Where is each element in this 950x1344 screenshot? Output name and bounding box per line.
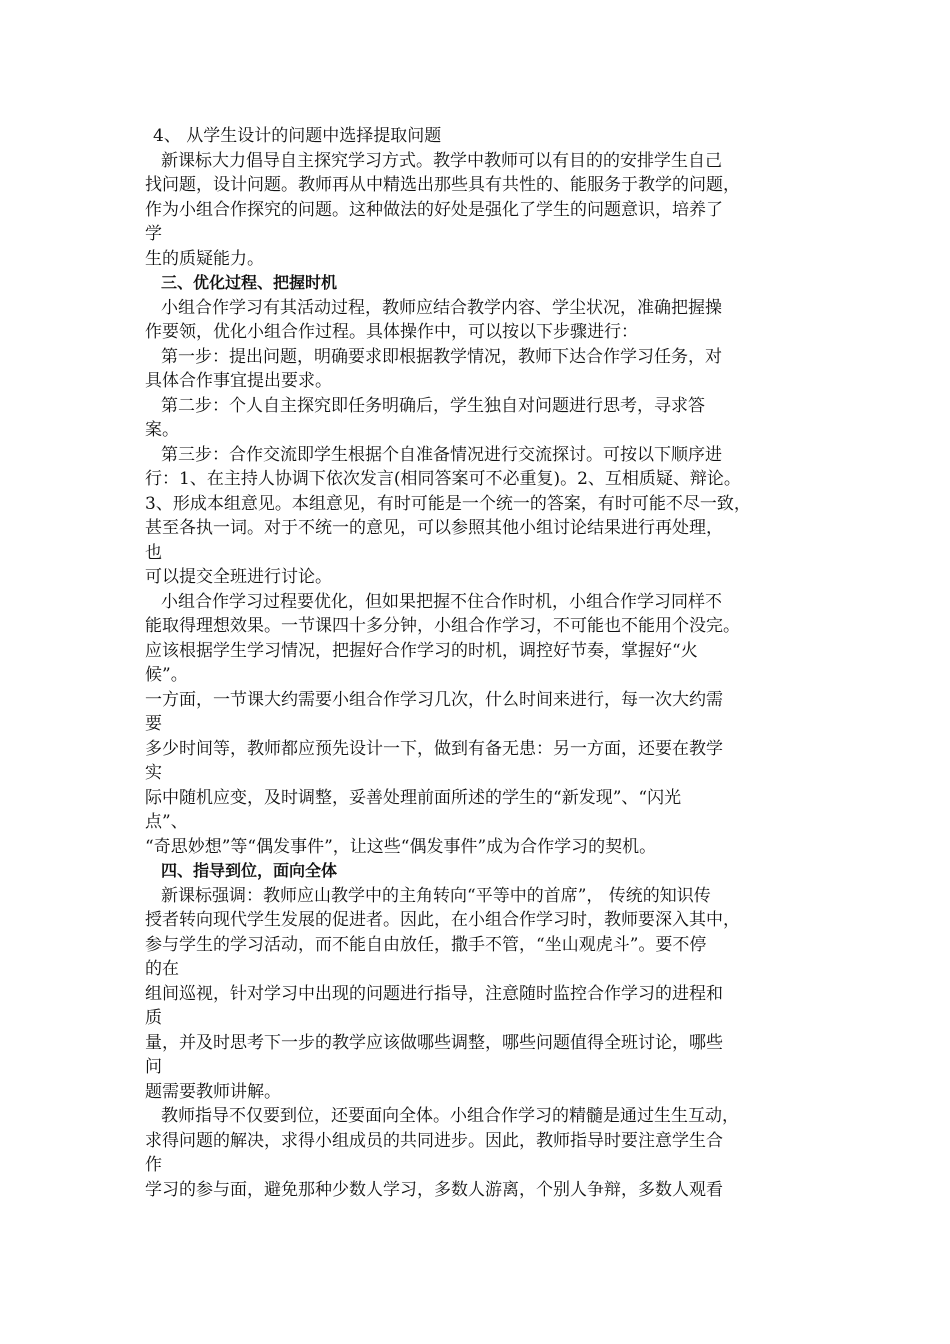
text-line: 可以提交全班进行讨论。 <box>145 567 332 587</box>
text-line: 的在 <box>145 959 179 979</box>
text-line: 第三步：合作交流即学生根据个自准备情况进行交流探讨。可按以下顺序进 <box>161 444 722 465</box>
text-line: 一方面，一节课大约需要小组合作学习几次，什么时间来进行，每一次大约需 <box>145 689 723 710</box>
document-body <box>145 124 825 1202</box>
text-line: 教师指导不仅要到位，还要面向全体。小组合作学习的精髓是通过生生互动， <box>161 1106 739 1126</box>
text-line: 新课标强调：教师应山教学中的主角转向“平等中的首席”， 传统的知识传 <box>161 885 711 906</box>
text-line: 具体合作事宜提出要求。 <box>145 371 332 391</box>
text-line: 实 <box>145 763 162 783</box>
text-line: 点”、 <box>145 812 188 832</box>
text-line: 际中随机应变，及时调整，妥善处理前面所述的学生的“新发现”、“闪光 <box>145 787 682 808</box>
text-line: 多少时间等，教师都应预先设计一下，做到有备无患：另一方面，还要在教学 <box>145 738 723 759</box>
text-line: 应该根据学生学习情况，把握好合作学习的时机，调控好节奏，掌握好“火 <box>145 640 698 661</box>
section-heading: 三、优化过程、把握时机 <box>161 273 338 292</box>
text-line: 第一步：提出问题，明确要求即根据教学情况，教师下达合作学习任务，对 <box>161 346 722 367</box>
text-line: 找问题，设计问题。教师再从中精选出那些具有共性的、能服务于教学的问题， <box>145 175 740 195</box>
text-line: 第二步：个人自主探究即任务明确后，学生独自对问题进行思考，寻求答 <box>161 395 705 416</box>
text-line: 候”。 <box>145 665 188 685</box>
text-line: 学 <box>145 224 162 244</box>
text-line: 组间巡视，针对学习中出现的问题进行指导，注意随时监控合作学习的进程和 <box>145 983 723 1004</box>
text-line: 生的质疑能力。 <box>145 248 264 269</box>
text-line: 3、形成本组意见。本组意见，有时可能是一个统一的答案，有时可能不尽一致， <box>145 493 751 514</box>
text-line: 学习的参与面，避免那种少数人学习，多数人游离，个别人争辩，多数人观看 <box>145 1179 723 1200</box>
text-line: “奇思妙想”等“偶发事件”，让这些“偶发事件”成为合作学习的契机。 <box>145 836 657 857</box>
text-line: 作为小组合作探究的问题。这种做法的好处是强化了学生的问题意识，培养了 <box>145 199 723 220</box>
section-heading: 四、指导到位，面向全体 <box>161 861 338 880</box>
text-line: 问 <box>145 1057 162 1077</box>
text-line: 量，并及时思考下一步的教学应该做哪些调整，哪些问题值得全班讨论，哪些 <box>145 1032 723 1053</box>
text-line: 新课标大力倡导自主探究学习方式。教学中教师可以有目的的安排学生自己 <box>161 150 722 171</box>
text-line: 案。 <box>145 420 179 440</box>
text-line: 甚至各执一词。对于不统一的意见，可以参照其他小组讨论结果进行再处理， <box>145 518 723 538</box>
text-line: 4、 从学生设计的问题中选择提取问题 <box>153 126 442 146</box>
text-line: 行：1、在主持人协调下依次发言(相同答案可不必重复)。2、互相质疑、辩论。 <box>145 469 741 489</box>
text-line: 也 <box>145 542 162 563</box>
text-line: 作要领，优化小组合作过程。具体操作中，可以按以下步骤进行： <box>145 322 638 342</box>
text-line: 题需要教师讲解。 <box>145 1081 281 1102</box>
text-line: 授者转向现代学生发展的促进者。因此，在小组合作学习时，教师要深入其中， <box>145 910 740 930</box>
text-line: 质 <box>145 1008 162 1028</box>
text-line: 能取得理想效果。一节课四十多分钟，小组合作学习，不可能也不能用个没完。 <box>145 616 740 636</box>
text-line: 小组合作学习有其活动过程，教师应结合教学内容、学尘状况，准确把握操 <box>161 297 722 318</box>
text-line: 作 <box>145 1155 162 1175</box>
text-line: 参与学生的学习活动，而不能自由放任，撒手不管，“坐山观虎斗”。要不停 <box>145 934 707 955</box>
text-line: 要 <box>145 714 162 734</box>
text-line: 求得问题的解决，求得小组成员的共同进步。因此，教师指导时要注意学生合 <box>145 1130 723 1151</box>
text-line: 小组合作学习过程要优化，但如果把握不住合作时机，小组合作学习同样不 <box>161 591 722 612</box>
